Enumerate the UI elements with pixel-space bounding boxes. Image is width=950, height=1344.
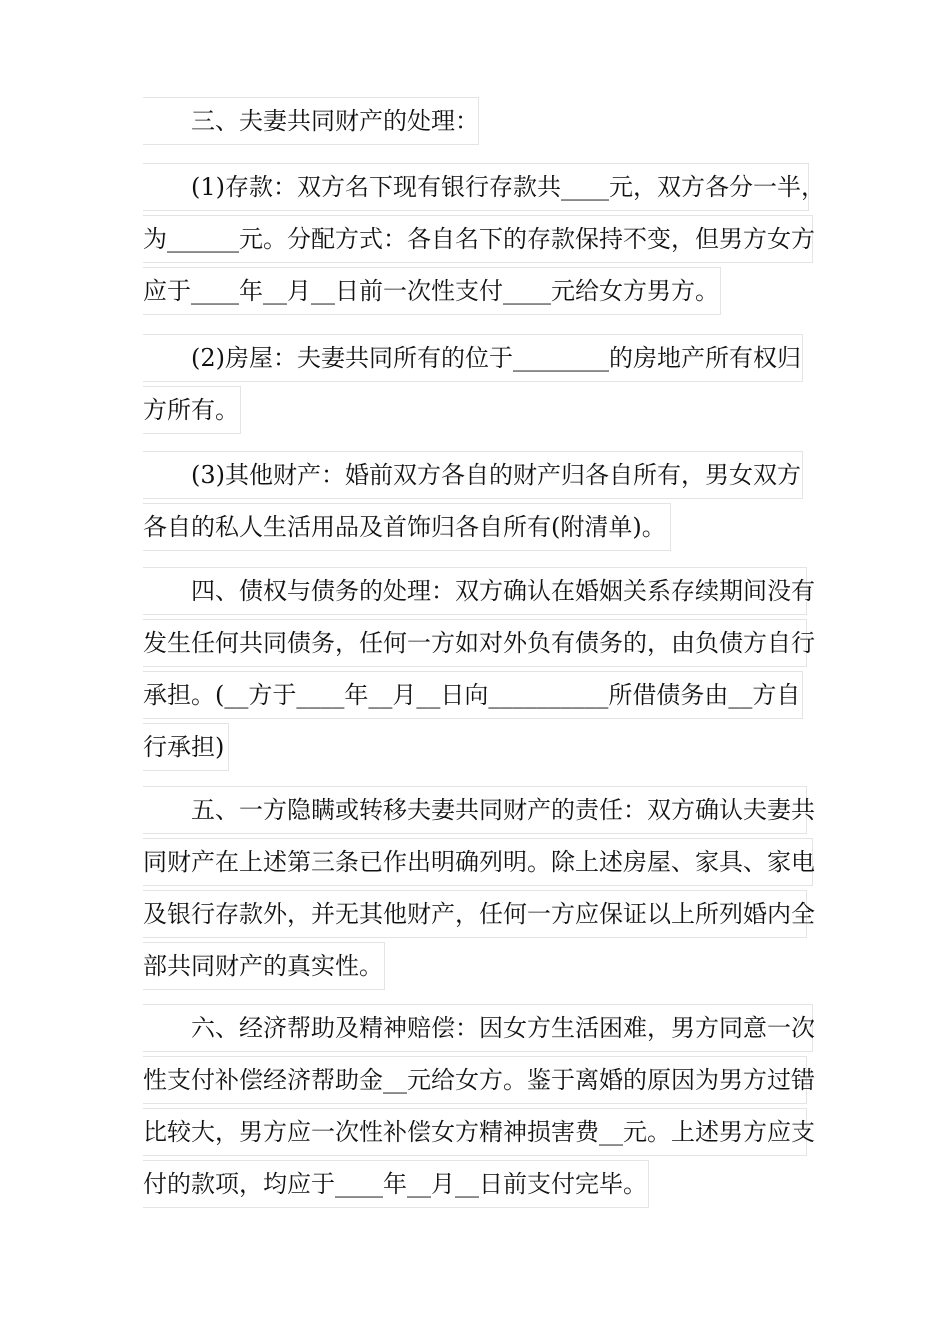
text-line: 应于____年__月__日前一次性支付____元给女方男方。	[143, 267, 721, 315]
text-line: 部共同财产的真实性。	[143, 942, 385, 990]
text-line: 六、经济帮助及精神赔偿：因女方生活困难，男方同意一次	[143, 1004, 813, 1052]
text-line: 各自的私人生活用品及首饰归各自所有(附清单)。	[143, 503, 671, 551]
text-line: 付的款项，均应于____年__月__日前支付完毕。	[143, 1160, 649, 1208]
text-line: (3)其他财产：婚前双方各自的财产归各自所有，男女双方	[143, 451, 803, 499]
text-line: 发生任何共同债务，任何一方如对外负有债务的，由负债方自行	[143, 619, 807, 667]
text-line: 同财产在上述第三条已作出明确列明。除上述房屋、家具、家电	[143, 838, 813, 886]
text-line: (1)存款：双方名下现有银行存款共____元，双方各分一半，	[143, 163, 809, 211]
text-line: 四、债权与债务的处理：双方确认在婚姻关系存续期间没有	[143, 567, 807, 615]
text-line: 三、夫妻共同财产的处理：	[143, 97, 479, 145]
text-line: (2)房屋：夫妻共同所有的位于________的房地产所有权归	[143, 334, 803, 382]
text-line: 性支付补偿经济帮助金__元给女方。鉴于离婚的原因为男方过错	[143, 1056, 807, 1104]
text-line: 比较大，男方应一次性补偿女方精神损害费__元。上述男方应支	[143, 1108, 807, 1156]
text-line: 方所有。	[143, 386, 241, 434]
text-line: 承担。(__方于____年__月__日向__________所借债务由__方自	[143, 671, 803, 719]
text-line: 五、一方隐瞒或转移夫妻共同财产的责任：双方确认夫妻共	[143, 786, 807, 834]
text-line: 及银行存款外，并无其他财产，任何一方应保证以上所列婚内全	[143, 890, 807, 938]
text-line: 行承担)	[143, 723, 229, 771]
text-line: 为______元。分配方式：各自名下的存款保持不变，但男方女方	[143, 215, 813, 263]
